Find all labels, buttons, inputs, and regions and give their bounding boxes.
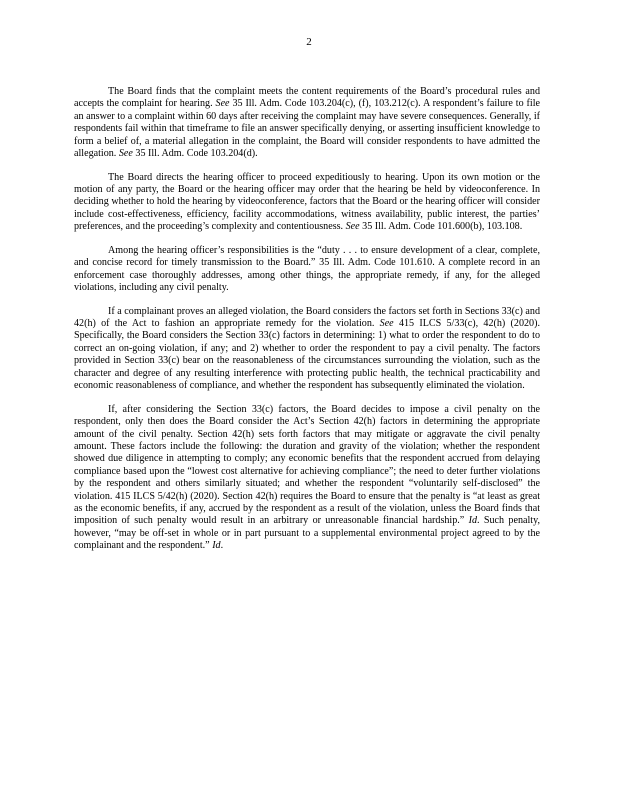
- citation-signal: See: [215, 98, 230, 110]
- paragraph-text: .: [220, 540, 224, 552]
- paragraph: [74, 172, 540, 234]
- paragraph-text: The Board directs the hearing officer to proceed expeditiously to hearing. Upon its own motion or the motion of any party, the Board or the hearing officer may order that the hearing be held by videoconference. In deciding whether to hold the hearing by videoconference, factors that the Board or the hearing officer will consider include cost-effectiveness, efficiency, facility accommodations, witness availability, public interest, the parties’ preferences, and the proceeding’s complexity and contentiousness.: [74, 171, 540, 233]
- body-text: [74, 86, 540, 564]
- paragraph-text: 35 Ill. Adm. Code 103.204(c), (f), 103.212(c). A respondent’s failure to file an answer to a complaint within 60 days after receiving the complaint may have severe consequences. Generally, if respondents fail within that timeframe to file an answer specifically denying, or asserting insufficient knowledge to form a belief of, a material allegation in the complaint, the Board will consider respondents to have admitted the allegation.: [74, 98, 540, 160]
- page-number: 2: [306, 36, 312, 48]
- paragraph-text: If a complainant proves an alleged violation, the Board considers the factors set forth in Sections 33(c) and 42(h) of the Act to fashion an appropriate remedy for the violation.: [74, 305, 540, 330]
- paragraph: [74, 245, 540, 295]
- paragraph: [74, 86, 540, 160]
- paragraph-text: . Such penalty, however, “may be off-set in whole or in part pursuant to a supplemental environmental project agreed to by the complainant and the respondent.”: [74, 515, 540, 552]
- paragraph-text: If, after considering the Section 33(c) factors, the Board decides to impose a civil penalty on the respondent, only then does the Board consider the Act’s Section 42(h) factors in determining the appropriate amount of the civil penalty. Section 42(h) sets forth factors that may mitigate or aggravate the civil penalty amount. These factors include the following: the duration and gravity of the violation; whether the respondent showed due diligence in attempting to comply; any economic benefits that the respondent accrued from delaying compliance based upon the “lowest cost alternative for achieving compliance”; the need to deter further violations by the respondent and others similarly situated; and whether the respondent “voluntarily self-disclosed” the violation. 415 ILCS 5/42(h) (2020). Section 42(h) requires the Board to ensure that the penalty is “at least as great as the economic benefits, if any, accrued by the respondent as a result of the violation, unless the Board finds that imposition of such penalty would result in an arbitrary or unreasonable financial hardship.”: [74, 403, 540, 527]
- paragraph-text: 35 Ill. Adm. Code 101.600(b), 103.108.: [359, 221, 523, 233]
- citation-signal: Id: [212, 540, 221, 552]
- paragraph-text: 35 Ill. Adm. Code 103.204(d).: [132, 148, 258, 160]
- citation-signal: See: [379, 318, 394, 330]
- paragraph-text: Among the hearing officer’s responsibilities is the “duty . . . to ensure development of a clear, complete, and concise record for timely transmission to the Board.” 35 Ill. Adm. Code 101.610. A complete record in an enforcement case thoroughly addresses, among other things, the appropriate remedy, if any, for the alleged violations, including any civil penalty.: [74, 244, 540, 294]
- paragraph: [74, 404, 540, 553]
- citation-signal: See: [118, 148, 133, 160]
- paragraph: [74, 306, 540, 393]
- paragraph-text: 415 ILCS 5/33(c), 42(h) (2020). Specifically, the Board considers the Section 33(c) factors in determining: 1) what to order the respondent to do to correct an on-going violation, if any; and 2) whether to order the respondent to pay a civil penalty. The factors provided in Section 33(c) bear on the reasonableness of the circumstances surrounding the violation, such as the character and degree of any resulting interference with protecting public health, the technical practicability and economic reasonableness of compliance, and whether the respondent has subsequently eliminated the violation.: [74, 318, 540, 392]
- citation-signal: Id: [468, 515, 478, 527]
- citation-signal: See: [345, 221, 360, 233]
- paragraph-text: The Board finds that the complaint meets the content requirements of the Board’s procedural rules and accepts the complaint for hearing.: [74, 86, 540, 110]
